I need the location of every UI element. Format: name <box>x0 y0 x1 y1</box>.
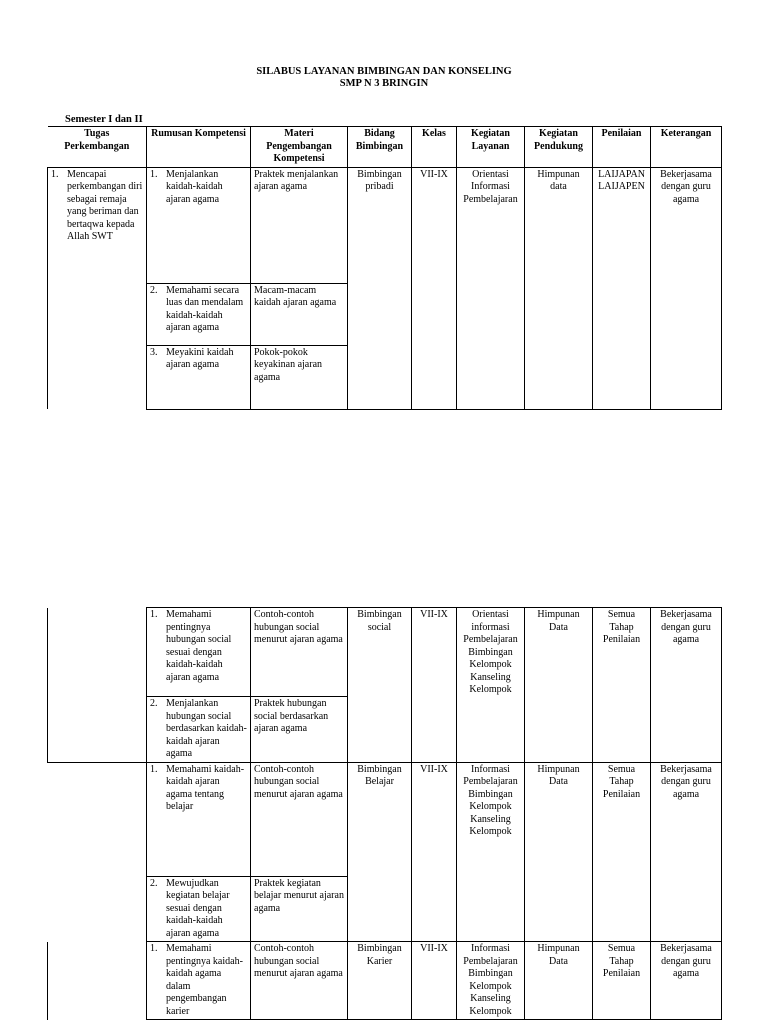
item-number: 1. <box>150 168 158 180</box>
header-keterangan: Keterangan <box>651 127 722 168</box>
tugas-number: 1. <box>51 168 59 180</box>
header-tugas: Tugas Perkembangan <box>48 127 147 168</box>
kelas-cell: VII-IX <box>412 608 457 763</box>
layanan-cell: Informasi Pembelajaran Bimbingan Kelompok Kanseling Kelompok <box>457 942 525 1020</box>
table-row <box>48 762 722 876</box>
layanan-cell: Orientasi informasi Pembelajaran Bimbingan Kelompok Kanseling Kelompok <box>457 608 525 763</box>
bidang-cell: Bimbingan Belajar <box>348 762 412 942</box>
syllabus-table-2 <box>47 607 722 1020</box>
rumusan-text: Memahami pentingnya kaidah-kaidah agama dalam pengembangan karier <box>166 943 243 1017</box>
school-name: SMP N 3 BRINGIN <box>339 78 429 89</box>
item-number: 3. <box>150 346 158 358</box>
keterangan-cell: Bekerjasama dengan guru agama <box>651 608 722 763</box>
rumusan-cell <box>147 283 251 345</box>
penilaian-cell: Semua Tahap Penilaian <box>593 762 651 942</box>
syllabus-table-1 <box>47 126 722 410</box>
rumusan-cell <box>147 762 251 876</box>
bidang-cell: Bimbingan social <box>348 608 412 763</box>
materi-cell: Praktek menjalankan ajaran agama <box>251 167 348 283</box>
rumusan-cell <box>147 942 251 1020</box>
rumusan-cell <box>147 167 251 283</box>
rumusan-cell <box>147 345 251 409</box>
layanan-cell: Orientasi Informasi Pembelajaran <box>457 167 525 409</box>
penilaian-cell: Semua Tahap Penilaian <box>593 608 651 763</box>
document-title: SILABUS LAYANAN BIMBINGAN DAN KONSELING <box>256 66 512 77</box>
materi-cell: Macam-macam kaidah ajaran agama <box>251 283 348 345</box>
keterangan-cell: Bekerjasama dengan guru agama <box>651 762 722 942</box>
materi-cell: Contoh-contoh hubungan social menurut ajaran agama <box>251 608 348 697</box>
materi-cell: Contoh-contoh hubungan social menurut ajaran agama <box>251 942 348 1020</box>
tugas-text: Mencapai perkembangan diri sebagai remaja yang beriman dan bertaqwa kepada Allah SWT <box>67 168 143 242</box>
kelas-cell: VII-IX <box>412 167 457 409</box>
pendukung-cell: Himpunan data <box>525 167 593 409</box>
rumusan-cell <box>147 697 251 763</box>
layanan-cell: Informasi Pembelajaran Bimbingan Kelompok Kanseling Kelompok <box>457 762 525 942</box>
header-layanan: Kegiatan Layanan <box>457 127 525 168</box>
rumusan-text: Menjalankan hubungan social berdasarkan kaidah-kaidah ajaran agama <box>166 698 247 759</box>
rumusan-text: Memahami secara luas dan mendalam kaidah-kaidah ajaran agama <box>166 284 244 333</box>
penilaian-cell: LAIJAPAN LAIJAPEN <box>593 167 651 409</box>
materi-cell: Contoh-contoh hubungan social menurut ajaran agama <box>251 762 348 876</box>
item-number: 2. <box>150 698 158 709</box>
kelas-cell: VII-IX <box>412 762 457 942</box>
rumusan-cell <box>147 876 251 942</box>
semester-label: Semester I dan II <box>65 114 143 125</box>
pendukung-cell: Himpunan Data <box>525 762 593 942</box>
keterangan-cell: Bekerjasama dengan guru agama <box>651 942 722 1020</box>
table-row <box>48 167 722 283</box>
rumusan-text: Menjalankan kaidah-kaidah ajaran agama <box>166 168 223 205</box>
item-number: 1. <box>150 609 158 620</box>
item-number: 1. <box>150 763 158 775</box>
header-bidang: Bidang Bimbingan <box>348 127 412 168</box>
tugas-cell <box>48 762 147 942</box>
rumusan-text: Memahami kaidah-kaidah ajaran agama tentang belajar <box>166 763 245 812</box>
item-number: 2. <box>150 877 158 889</box>
materi-cell: Praktek kegiatan belajar menurut ajaran agama <box>251 876 348 942</box>
rumusan-text: Mewujudkan kegiatan belajar sesuai dengan kaidah-kaidah ajaran agama <box>166 877 230 939</box>
header-pendukung: Kegiatan Pendukung <box>525 127 593 168</box>
rumusan-cell <box>147 608 251 697</box>
keterangan-cell: Bekerjasama dengan guru agama <box>651 167 722 409</box>
penilaian-cell: Semua Tahap Penilaian <box>593 942 651 1020</box>
bidang-cell: Bimbingan Karier <box>348 942 412 1020</box>
kelas-cell: VII-IX <box>412 942 457 1020</box>
item-number: 2. <box>150 284 158 296</box>
materi-cell: Praktek hubungan social berdasarkan ajaran agama <box>251 697 348 763</box>
tugas-cell <box>48 942 147 1020</box>
tugas-cell <box>48 608 147 763</box>
pendukung-cell: Himpunan Data <box>525 608 593 763</box>
header-penilaian: Penilaian <box>593 127 651 168</box>
materi-cell: Pokok-pokok keyakinan ajaran agama <box>251 345 348 409</box>
bidang-cell: Bimbingan pribadi <box>348 167 412 409</box>
rumusan-text: Meyakini kaidah ajaran agama <box>166 346 234 370</box>
header-materi: Materi Pengembangan Kompetensi <box>251 127 348 168</box>
tugas-cell <box>48 167 147 409</box>
table-row <box>48 942 722 1020</box>
item-number: 1. <box>150 943 158 954</box>
pendukung-cell: Himpunan Data <box>525 942 593 1020</box>
header-row <box>48 127 722 168</box>
header-rumusan: Rumusan Kompetensi <box>147 127 251 168</box>
rumusan-text: Memahami pentingnya hubungan social sesuai dengan kaidah-kaidah ajaran agama <box>166 609 232 683</box>
header-kelas: Kelas <box>412 127 457 168</box>
table-row <box>48 608 722 697</box>
